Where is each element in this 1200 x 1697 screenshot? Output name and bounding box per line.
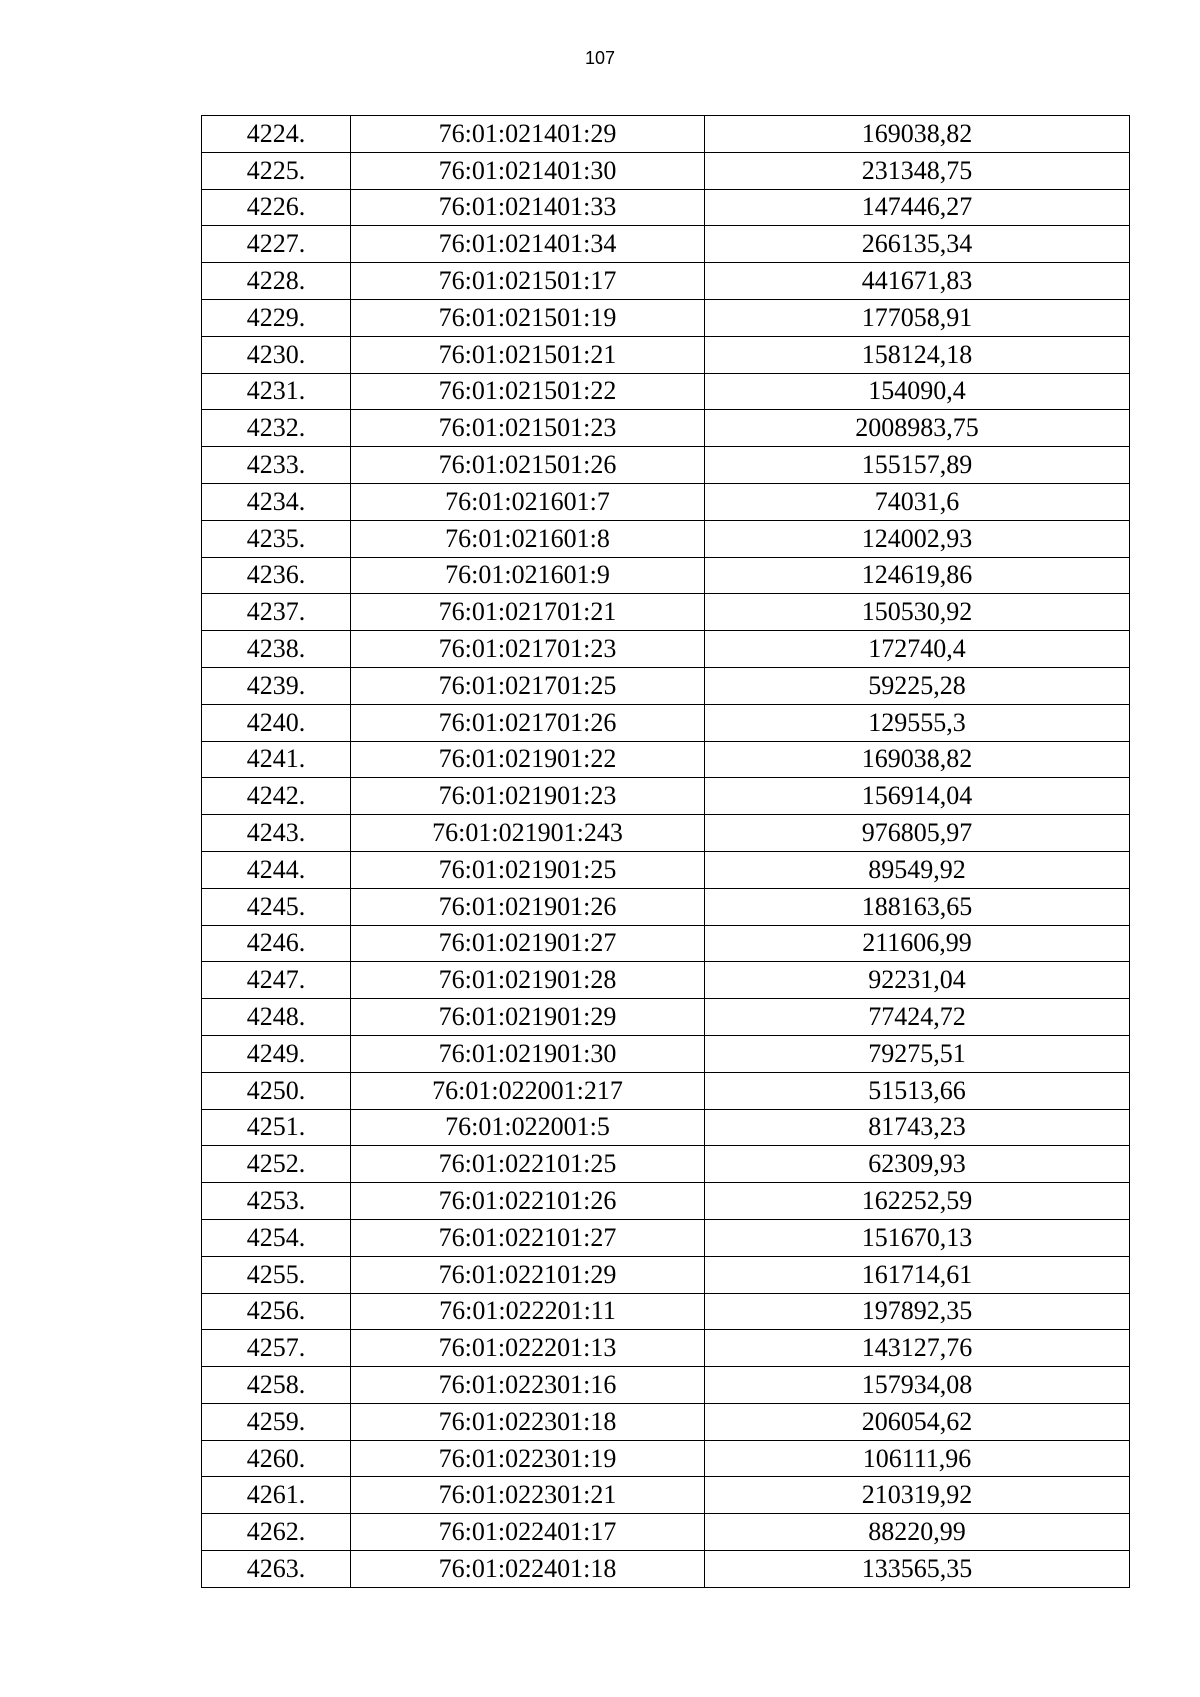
- table-row: [202, 410, 1130, 447]
- cadastral-number-cell: 76:01:021501:26: [351, 447, 705, 484]
- cadastral-number-cell: 76:01:022301:18: [351, 1403, 705, 1440]
- cadastral-number-cell: 76:01:021901:22: [351, 741, 705, 778]
- table-row: [202, 778, 1130, 815]
- row-number-cell: 4256.: [202, 1293, 351, 1330]
- table-row: [202, 631, 1130, 668]
- cadastral-number-cell: 76:01:021901:30: [351, 1035, 705, 1072]
- table-row: [202, 1477, 1130, 1514]
- value-cell: 77424,72: [705, 999, 1130, 1036]
- row-number-cell: 4249.: [202, 1035, 351, 1072]
- cadastral-number-cell: 76:01:021401:29: [351, 116, 705, 153]
- table-row: [202, 1367, 1130, 1404]
- table-row: [202, 1293, 1130, 1330]
- table-row: [202, 1035, 1130, 1072]
- table-row: [202, 373, 1130, 410]
- table-row: [202, 152, 1130, 189]
- row-number-cell: 4241.: [202, 741, 351, 778]
- value-cell: 266135,34: [705, 226, 1130, 263]
- table-row: [202, 1146, 1130, 1183]
- value-cell: 150530,92: [705, 594, 1130, 631]
- value-cell: 129555,3: [705, 704, 1130, 741]
- cadastral-number-cell: 76:01:021701:23: [351, 631, 705, 668]
- row-number-cell: 4262.: [202, 1514, 351, 1551]
- row-number-cell: 4237.: [202, 594, 351, 631]
- value-cell: 155157,89: [705, 447, 1130, 484]
- row-number-cell: 4263.: [202, 1551, 351, 1588]
- row-number-cell: 4247.: [202, 962, 351, 999]
- table-row: [202, 925, 1130, 962]
- cadastral-number-cell: 76:01:022001:217: [351, 1072, 705, 1109]
- cadastral-number-cell: 76:01:022101:27: [351, 1219, 705, 1256]
- cadastral-number-cell: 76:01:021501:21: [351, 336, 705, 373]
- table-row: [202, 1514, 1130, 1551]
- value-cell: 197892,35: [705, 1293, 1130, 1330]
- table-row: [202, 299, 1130, 336]
- cadastral-number-cell: 76:01:022001:5: [351, 1109, 705, 1146]
- cadastral-number-cell: 76:01:021601:8: [351, 520, 705, 557]
- value-cell: 231348,75: [705, 152, 1130, 189]
- cadastral-number-cell: 76:01:022301:19: [351, 1440, 705, 1477]
- value-cell: 2008983,75: [705, 410, 1130, 447]
- cadastral-number-cell: 76:01:021901:27: [351, 925, 705, 962]
- cadastral-number-cell: 76:01:021501:19: [351, 299, 705, 336]
- row-number-cell: 4232.: [202, 410, 351, 447]
- cadastral-number-cell: 76:01:021901:26: [351, 888, 705, 925]
- cadastral-number-cell: 76:01:021601:7: [351, 483, 705, 520]
- table-row: [202, 1403, 1130, 1440]
- value-cell: 106111,96: [705, 1440, 1130, 1477]
- row-number-cell: 4258.: [202, 1367, 351, 1404]
- cadastral-number-cell: 76:01:021901:243: [351, 815, 705, 852]
- row-number-cell: 4224.: [202, 116, 351, 153]
- row-number-cell: 4226.: [202, 189, 351, 226]
- cadastral-number-cell: 76:01:021901:23: [351, 778, 705, 815]
- cadastral-number-cell: 76:01:021401:33: [351, 189, 705, 226]
- value-cell: 441671,83: [705, 263, 1130, 300]
- cadastral-number-cell: 76:01:021401:34: [351, 226, 705, 263]
- row-number-cell: 4257.: [202, 1330, 351, 1367]
- row-number-cell: 4230.: [202, 336, 351, 373]
- cadastral-number-cell: 76:01:021701:25: [351, 667, 705, 704]
- cadastral-number-cell: 76:01:022201:13: [351, 1330, 705, 1367]
- cadastral-number-cell: 76:01:022401:17: [351, 1514, 705, 1551]
- row-number-cell: 4228.: [202, 263, 351, 300]
- row-number-cell: 4261.: [202, 1477, 351, 1514]
- value-cell: 133565,35: [705, 1551, 1130, 1588]
- table-row: [202, 1256, 1130, 1293]
- value-cell: 51513,66: [705, 1072, 1130, 1109]
- table-row: [202, 189, 1130, 226]
- cadastral-table: [201, 115, 1130, 1588]
- value-cell: 124619,86: [705, 557, 1130, 594]
- row-number-cell: 4251.: [202, 1109, 351, 1146]
- table-row: [202, 1551, 1130, 1588]
- row-number-cell: 4244.: [202, 851, 351, 888]
- table-row: [202, 116, 1130, 153]
- cadastral-number-cell: 76:01:022101:25: [351, 1146, 705, 1183]
- cadastral-number-cell: 76:01:021501:17: [351, 263, 705, 300]
- row-number-cell: 4259.: [202, 1403, 351, 1440]
- table-row: [202, 815, 1130, 852]
- table-row: [202, 1219, 1130, 1256]
- table-row: [202, 336, 1130, 373]
- table-row: [202, 667, 1130, 704]
- table-row: [202, 962, 1130, 999]
- value-cell: 158124,18: [705, 336, 1130, 373]
- value-cell: 74031,6: [705, 483, 1130, 520]
- cadastral-number-cell: 76:01:022101:26: [351, 1183, 705, 1220]
- value-cell: 206054,62: [705, 1403, 1130, 1440]
- cadastral-number-cell: 76:01:021701:26: [351, 704, 705, 741]
- row-number-cell: 4233.: [202, 447, 351, 484]
- table-body: [202, 116, 1130, 1588]
- table-row: [202, 1440, 1130, 1477]
- row-number-cell: 4240.: [202, 704, 351, 741]
- value-cell: 172740,4: [705, 631, 1130, 668]
- table-row: [202, 741, 1130, 778]
- table-row: [202, 594, 1130, 631]
- row-number-cell: 4236.: [202, 557, 351, 594]
- table-row: [202, 447, 1130, 484]
- value-cell: 162252,59: [705, 1183, 1130, 1220]
- value-cell: 157934,08: [705, 1367, 1130, 1404]
- value-cell: 210319,92: [705, 1477, 1130, 1514]
- row-number-cell: 4227.: [202, 226, 351, 263]
- cadastral-number-cell: 76:01:022101:29: [351, 1256, 705, 1293]
- cadastral-number-cell: 76:01:021901:29: [351, 999, 705, 1036]
- value-cell: 161714,61: [705, 1256, 1130, 1293]
- row-number-cell: 4231.: [202, 373, 351, 410]
- value-cell: 151670,13: [705, 1219, 1130, 1256]
- value-cell: 211606,99: [705, 925, 1130, 962]
- value-cell: 188163,65: [705, 888, 1130, 925]
- value-cell: 156914,04: [705, 778, 1130, 815]
- table-row: [202, 483, 1130, 520]
- cadastral-number-cell: 76:01:021501:23: [351, 410, 705, 447]
- value-cell: 154090,4: [705, 373, 1130, 410]
- row-number-cell: 4243.: [202, 815, 351, 852]
- cadastral-number-cell: 76:01:022201:11: [351, 1293, 705, 1330]
- row-number-cell: 4242.: [202, 778, 351, 815]
- row-number-cell: 4255.: [202, 1256, 351, 1293]
- table-row: [202, 557, 1130, 594]
- value-cell: 59225,28: [705, 667, 1130, 704]
- value-cell: 89549,92: [705, 851, 1130, 888]
- table-row: [202, 851, 1130, 888]
- table-row: [202, 1109, 1130, 1146]
- row-number-cell: 4253.: [202, 1183, 351, 1220]
- row-number-cell: 4248.: [202, 999, 351, 1036]
- row-number-cell: 4254.: [202, 1219, 351, 1256]
- page-number: 107: [584, 48, 616, 68]
- row-number-cell: 4235.: [202, 520, 351, 557]
- row-number-cell: 4238.: [202, 631, 351, 668]
- cadastral-number-cell: 76:01:022301:16: [351, 1367, 705, 1404]
- cadastral-number-cell: 76:01:021901:25: [351, 851, 705, 888]
- table-row: [202, 999, 1130, 1036]
- cadastral-number-cell: 76:01:021701:21: [351, 594, 705, 631]
- value-cell: 169038,82: [705, 741, 1130, 778]
- table-row: [202, 1330, 1130, 1367]
- table-row: [202, 1072, 1130, 1109]
- value-cell: 92231,04: [705, 962, 1130, 999]
- cadastral-number-cell: 76:01:021601:9: [351, 557, 705, 594]
- value-cell: 88220,99: [705, 1514, 1130, 1551]
- value-cell: 79275,51: [705, 1035, 1130, 1072]
- row-number-cell: 4246.: [202, 925, 351, 962]
- value-cell: 62309,93: [705, 1146, 1130, 1183]
- cadastral-number-cell: 76:01:021401:30: [351, 152, 705, 189]
- value-cell: 143127,76: [705, 1330, 1130, 1367]
- table-row: [202, 226, 1130, 263]
- row-number-cell: 4229.: [202, 299, 351, 336]
- table-row: [202, 888, 1130, 925]
- table-row: [202, 263, 1130, 300]
- value-cell: 147446,27: [705, 189, 1130, 226]
- table-row: [202, 520, 1130, 557]
- table-row: [202, 704, 1130, 741]
- value-cell: 81743,23: [705, 1109, 1130, 1146]
- row-number-cell: 4239.: [202, 667, 351, 704]
- row-number-cell: 4245.: [202, 888, 351, 925]
- row-number-cell: 4252.: [202, 1146, 351, 1183]
- cadastral-number-cell: 76:01:022401:18: [351, 1551, 705, 1588]
- row-number-cell: 4225.: [202, 152, 351, 189]
- value-cell: 169038,82: [705, 116, 1130, 153]
- cadastral-number-cell: 76:01:022301:21: [351, 1477, 705, 1514]
- row-number-cell: 4250.: [202, 1072, 351, 1109]
- row-number-cell: 4234.: [202, 483, 351, 520]
- value-cell: 124002,93: [705, 520, 1130, 557]
- value-cell: 976805,97: [705, 815, 1130, 852]
- cadastral-number-cell: 76:01:021501:22: [351, 373, 705, 410]
- row-number-cell: 4260.: [202, 1440, 351, 1477]
- cadastral-number-cell: 76:01:021901:28: [351, 962, 705, 999]
- value-cell: 177058,91: [705, 299, 1130, 336]
- table-row: [202, 1183, 1130, 1220]
